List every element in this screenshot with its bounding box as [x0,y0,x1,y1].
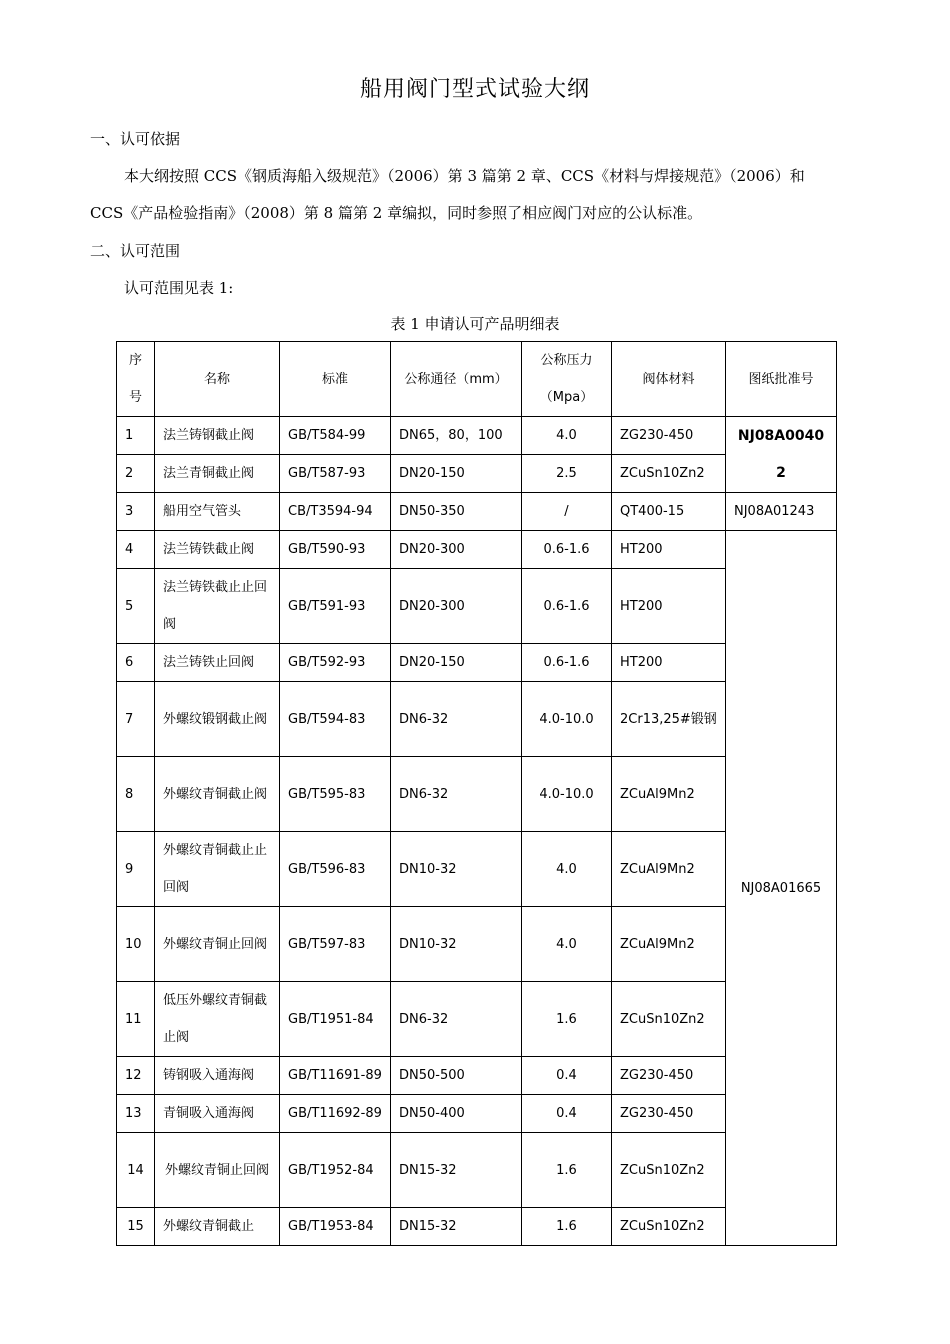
cell-standard: GB/T594-83 [280,682,391,757]
cell-standard: GB/T596-83 [280,832,391,907]
cell-no: 14 [117,1133,155,1208]
cell-diameter: DN6-32 [391,982,522,1057]
cell-no: 2 [117,455,155,493]
cell-diameter: DN50-400 [391,1095,522,1133]
header-diameter: 公称通径（mm） [391,342,522,417]
cell-pressure: 1.6 [522,1208,612,1246]
cell-pressure: 4.0-10.0 [522,757,612,832]
cell-material: HT200 [612,569,726,644]
basis-paragraph-line2: CCS《产品检验指南》（2008）第 8 篇第 2 章编拟，同时参照了相应阀门对应的公认标准。 [90,204,703,222]
cell-material: ZCuSn10Zn2 [612,982,726,1057]
cell-approval-merged: NJ08A00402 [726,417,837,493]
cell-material: ZG230-450 [612,417,726,455]
cell-name: 铸钢吸入通海阀 [155,1057,280,1095]
cell-name: 法兰铸钢截止阀 [155,417,280,455]
table-caption: 表 1 申请认可产品明细表 [390,315,560,333]
cell-diameter: DN15-32 [391,1133,522,1208]
table-row [117,531,837,569]
cell-pressure: / [522,493,612,531]
cell-material: ZG230-450 [612,1057,726,1095]
cell-material: ZG230-450 [612,1095,726,1133]
cell-standard: GB/T591-93 [280,569,391,644]
cell-standard: GB/T584-99 [280,417,391,455]
cell-name: 法兰铸铁止回阀 [155,644,280,682]
cell-no: 8 [117,757,155,832]
cell-pressure: 4.0-10.0 [522,682,612,757]
cell-diameter: DN20-150 [391,644,522,682]
cell-name: 外螺纹青铜截止阀 [155,757,280,832]
header-pressure: 公称压力（Mpa） [522,342,612,417]
cell-standard: GB/T590-93 [280,531,391,569]
cell-material: ZCuAl9Mn2 [612,757,726,832]
cell-pressure: 2.5 [522,455,612,493]
cell-pressure: 0.6-1.6 [522,644,612,682]
cell-diameter: DN20-300 [391,569,522,644]
cell-approval: NJ08A01243 [726,493,837,531]
cell-diameter: DN10-32 [391,907,522,982]
cell-standard: GB/T1951-84 [280,982,391,1057]
document-title: 船用阀门型式试验大纲 [359,77,590,102]
cell-standard: GB/T1952-84 [280,1133,391,1208]
cell-diameter: DN50-500 [391,1057,522,1095]
cell-pressure: 1.6 [522,982,612,1057]
cell-standard: GB/T11692-89 [280,1095,391,1133]
cell-name: 法兰铸铁截止阀 [155,531,280,569]
cell-diameter: DN20-150 [391,455,522,493]
cell-name: 外螺纹青铜止回阀 [155,1133,280,1208]
cell-standard: CB/T3594-94 [280,493,391,531]
cell-standard: GB/T595-83 [280,757,391,832]
cell-pressure: 4.0 [522,907,612,982]
cell-diameter: DN15-32 [391,1208,522,1246]
cell-standard: GB/T592-93 [280,644,391,682]
cell-standard: GB/T597-83 [280,907,391,982]
cell-name: 外螺纹锻钢截止阀 [155,682,280,757]
cell-material: ZCuSn10Zn2 [612,455,726,493]
cell-diameter: DN50-350 [391,493,522,531]
table-row [117,493,837,531]
section-heading-scope: 二、认可范围 [90,242,181,260]
cell-standard: GB/T1953-84 [280,1208,391,1246]
header-name: 名称 [155,342,280,417]
cell-material: 2Cr13,25#锻钢 [612,682,726,757]
cell-no: 1 [117,417,155,455]
cell-name: 青铜吸入通海阀 [155,1095,280,1133]
table-header-row [117,342,837,417]
cell-approval-merged: NJ08A01665 [726,531,837,1246]
cell-diameter: DN10-32 [391,832,522,907]
cell-no: 11 [117,982,155,1057]
table-row [117,417,837,455]
cell-pressure: 1.6 [522,1133,612,1208]
header-no: 序号 [117,342,155,417]
cell-material: ZCuSn10Zn2 [612,1208,726,1246]
cell-no: 10 [117,907,155,982]
cell-material: ZCuAl9Mn2 [612,832,726,907]
cell-no: 5 [117,569,155,644]
cell-no: 7 [117,682,155,757]
cell-no: 15 [117,1208,155,1246]
cell-diameter: DN65，80，100 [391,417,522,455]
cell-name: 法兰青铜截止阀 [155,455,280,493]
cell-pressure: 0.6-1.6 [522,569,612,644]
cell-standard: GB/T11691-89 [280,1057,391,1095]
cell-no: 9 [117,832,155,907]
cell-pressure: 4.0 [522,417,612,455]
cell-standard: GB/T587-93 [280,455,391,493]
cell-name: 外螺纹青铜止回阀 [155,907,280,982]
cell-diameter: DN6-32 [391,682,522,757]
cell-name: 外螺纹青铜截止 [155,1208,280,1246]
scope-paragraph: 认可范围见表 1: [124,279,234,297]
cell-no: 6 [117,644,155,682]
cell-material: ZCuSn10Zn2 [612,1133,726,1208]
cell-no: 3 [117,493,155,531]
cell-material: QT400-15 [612,493,726,531]
cell-diameter: DN6-32 [391,757,522,832]
cell-pressure: 4.0 [522,832,612,907]
cell-name: 法兰铸铁截止止回阀 [155,569,280,644]
header-material: 阀体材料 [612,342,726,417]
cell-name: 外螺纹青铜截止止回阀 [155,832,280,907]
cell-material: HT200 [612,644,726,682]
basis-paragraph-line1: 本大纲按照 CCS《钢质海船入级规范》（2006）第 3 篇第 2 章、CCS《材料与焊接规范》（2006）和 [124,167,805,185]
cell-no: 13 [117,1095,155,1133]
cell-diameter: DN20-300 [391,531,522,569]
header-standard: 标准 [280,342,391,417]
cell-name: 低压外螺纹青铜截止阀 [155,982,280,1057]
cell-pressure: 0.6-1.6 [522,531,612,569]
cell-name: 船用空气管头 [155,493,280,531]
cell-material: ZCuAl9Mn2 [612,907,726,982]
section-heading-basis: 一、认可依据 [90,130,181,148]
header-approval: 图纸批准号 [726,342,837,417]
cell-pressure: 0.4 [522,1095,612,1133]
cell-material: HT200 [612,531,726,569]
cell-no: 4 [117,531,155,569]
cell-no: 12 [117,1057,155,1095]
cell-pressure: 0.4 [522,1057,612,1095]
product-table [116,341,837,1246]
